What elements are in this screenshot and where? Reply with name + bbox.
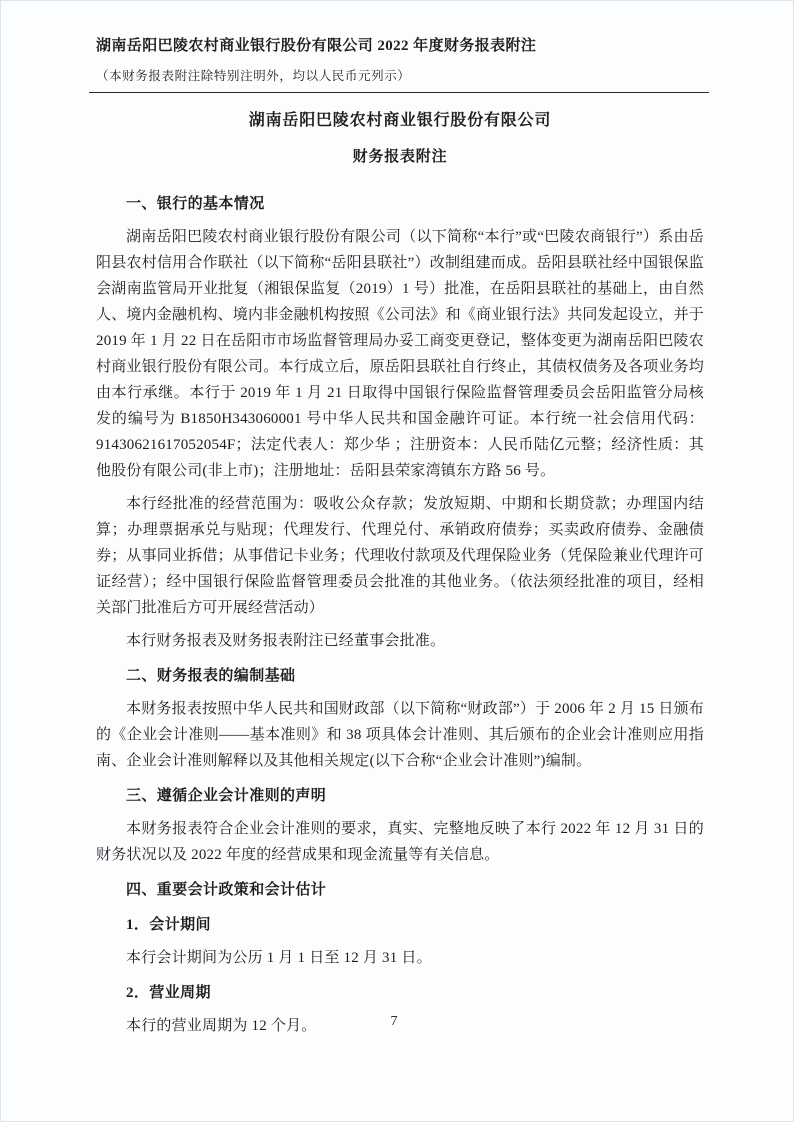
subsection-heading-operating-cycle: 2．营业周期 bbox=[126, 985, 211, 1001]
body-paragraph: 本行会计期间为公历 1 月 1 日至 12 月 31 日。 bbox=[126, 950, 432, 966]
header-title-line: 湖南岳阳巴陵农村商业银行股份有限公司 2022 年度财务报表附注 bbox=[96, 38, 537, 54]
section-heading-3: 三、遵循企业会计准则的声明 bbox=[126, 788, 327, 804]
body-paragraph: 本财务报表符合企业会计准则的要求，真实、完整地反映了本行 2022 年 12 月 31 日的财务状况以及 2022 年度的经营成果和现金流量等有关信息。 bbox=[96, 821, 704, 863]
header-rule bbox=[89, 92, 709, 93]
body-paragraph: 本行经批准的经营范围为：吸收公众存款；发放短期、中期和长期贷款；办理国内结算；办理票据承兑与贴现；代理发行、代理兑付、承销政府债券；买卖政府债券、金融债券；从事同业拆借；从事借记卡业务；代理收付款项及代理保险业务（凭保险兼业代理许可证经营）；经中国银行保险监督管理委员会批准的其他业务。（依法须经批准的项目，经相关部门批准后方可开展经营活动） bbox=[96, 496, 705, 616]
document-subtitle: 财务报表附注 bbox=[352, 149, 448, 165]
body-paragraph: 本行的营业周期为 12 个月。 bbox=[126, 1018, 317, 1034]
document-title: 湖南岳阳巴陵农村商业银行股份有限公司 bbox=[248, 112, 552, 129]
page-content bbox=[96, 35, 704, 1046]
body-paragraph: 湖南岳阳巴陵农村商业银行股份有限公司（以下简称“本行”或“巴陵农商银行”）系由岳阳县农村信用合作联社（以下简称“岳阳县联社”）改制组建而成。岳阳县联社经中国银保监会湖南监管局开业批复（湘银保监复（2019）1 号）批准，在岳阳县联社的基础上，由自然人、境内金融机构、境内非金融机构按照《公司法》和《商业银行法》共同发起设立，并于 2019 年 1 月 22 日在岳阳市市场监督管理局办妥工商变更登记，整体变更为湖南岳阳巴陵农村商业银行股份有限公司。本行成立后，原岳阳县联社自行终止，其债权债务及各项业务均由本行承继。本行于 2019 年 1 月 21 日取得中国银行保险监督管理委员会岳阳监管分局核发的编号为 B1850H343060001 号中华人民共和国金融许可证。本行统一社会信用代码：91430621617052054F；法定代表人：郑少华 ；注册资本：人民币陆亿元整；经济性质：其他股份有限公司(非上市)；注册地址：岳阳县荣家湾镇东方路 56 号。 bbox=[96, 229, 705, 479]
section-heading-1: 一、银行的基本情况 bbox=[126, 196, 265, 212]
body-paragraph: 本财务报表按照中华人民共和国财政部（以下简称“财政部”）于 2006 年 2 月 15 日颁布的《企业会计准则——基本准则》和 38 项具体会计准则、其后颁布的企业会计准则应用指南、企业会计准则解释以及其他相关规定(以下合称“企业会计准则”)编制。 bbox=[96, 701, 704, 769]
subsection-heading-accounting-period: 1．会计期间 bbox=[126, 917, 211, 933]
body-paragraph: 本行财务报表及财务报表附注已经董事会批准。 bbox=[126, 633, 446, 649]
page-number: 7 bbox=[390, 1014, 398, 1029]
section-heading-4: 四、重要会计政策和会计估计 bbox=[126, 882, 327, 898]
section-heading-2: 二、财务报表的编制基础 bbox=[126, 668, 296, 684]
header-note-line: （本财务报表附注除特别注明外，均以人民币元列示） bbox=[96, 69, 411, 83]
document-body bbox=[96, 191, 704, 1039]
